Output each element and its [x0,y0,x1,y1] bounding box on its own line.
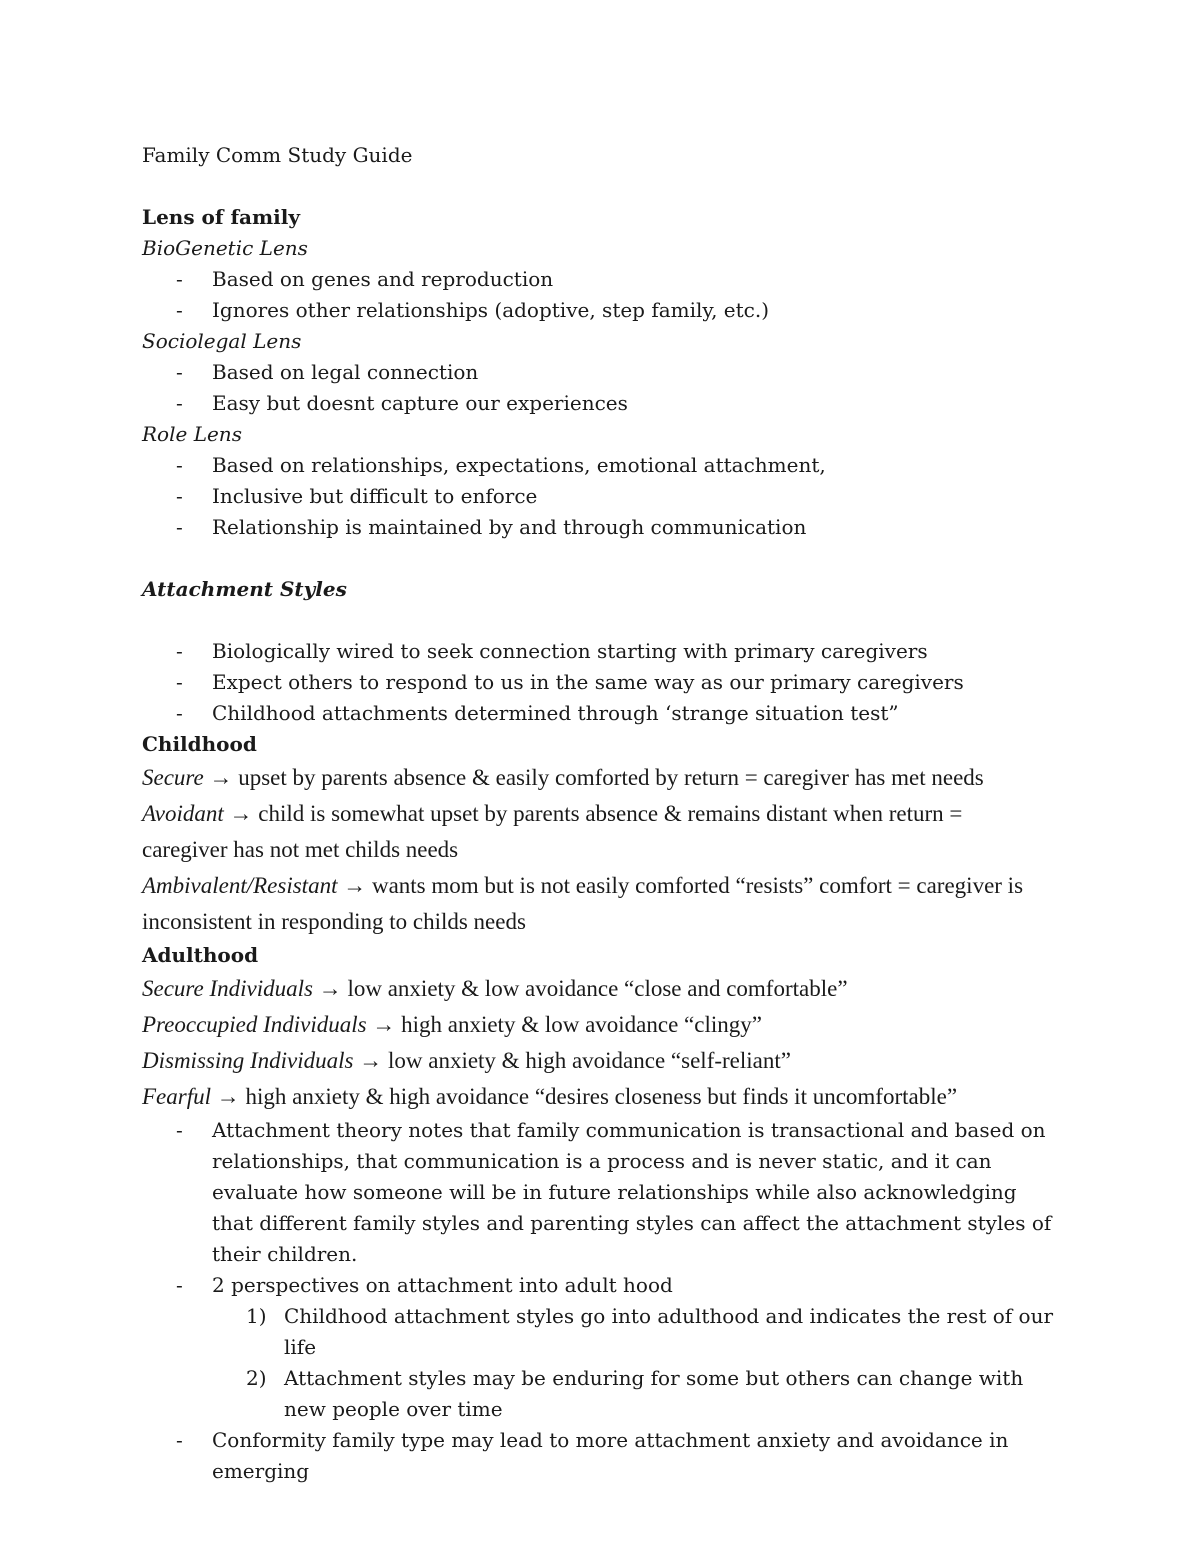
list-item: - Expect others to respond to us in the same way as our primary caregivers [142,667,1082,698]
list-item: - Inclusive but difficult to enforce [142,481,1082,512]
role-lens-label: Role Lens [142,422,242,446]
bullet-dash: - [176,1428,183,1452]
list-item: - Childhood attachments determined through ‘strange situation test” [142,698,1082,729]
childhood-entry-secure: Secure → upset by parents absence & easily comforted by return = caregiver has met needs [142,765,984,790]
adulthood-entry-preoccupied: Preoccupied Individuals → high anxiety & low avoidance “clingy” [142,1012,762,1037]
bullet-dash: - [176,639,183,663]
adulthood-entry-secure: Secure Individuals → low anxiety & low avoidance “close and comfortable” [142,976,848,1001]
bullet-dash: - [176,1118,183,1142]
bullet-dash: - [176,484,183,508]
bullet-dash: - [176,453,183,477]
bullet-dash: - [176,1273,183,1297]
biogenetic-lens-label: BioGenetic Lens [142,236,308,260]
list-item: - Based on genes and reproduction [142,264,1082,295]
list-item: - Relationship is maintained by and through communication [142,512,1082,543]
bullet-dash: - [176,515,183,539]
childhood-entry-avoidant: Avoidant → child is somewhat upset by parents absence & remains distant when return = caregiver has not met childs needs [142,801,963,862]
list-item: - Ignores other relationships (adoptive, step family, etc.) [142,295,1082,326]
bullet-dash: - [176,298,183,322]
document-title: Family Comm Study Guide [142,143,413,167]
adulthood-entry-fearful: Fearful → high anxiety & high avoidance “desires closeness but finds it uncomfortable” [142,1084,958,1109]
attachment-styles-heading: Attachment Styles [142,577,347,601]
bullet-dash: - [176,670,183,694]
list-item: - Conformity family type may lead to more attachment anxiety and avoidance in emerging [142,1425,1082,1487]
list-item: - Based on relationships, expectations, emotional attachment, [142,450,1082,481]
list-item: - Easy but doesnt capture our experiences [142,388,1082,419]
numbered-item: 1) Childhood attachment styles go into adulthood and indicates the rest of our life [246,1304,1054,1359]
childhood-entry-ambivalent: Ambivalent/Resistant → wants mom but is not easily comforted “resists” comfort = caregiver is inconsistent in responding to childs needs [142,873,1024,934]
bullet-dash: - [176,360,183,384]
sociolegal-lens-label: Sociolegal Lens [142,329,302,353]
adulthood-entry-dismissing: Dismissing Individuals → low anxiety & high avoidance “self-reliant” [142,1048,791,1073]
list-item: - Biologically wired to seek connection starting with primary caregivers [142,636,1082,667]
bullet-dash: - [176,701,183,725]
childhood-heading: Childhood [142,732,257,756]
bullet-dash: - [176,267,183,291]
list-item: - 2 perspectives on attachment into adult hood [142,1270,1082,1301]
document-page [142,140,1082,1487]
list-item: - Based on legal connection [142,357,1082,388]
list-item: - Attachment theory notes that family communication is transactional and based on relationships, that communication is a process and is never static, and it can evaluate how someone will be in future relationships while also acknowledging that different family styles and parenting styles can affect the attachment styles of their children. [142,1115,1062,1270]
lens-heading: Lens of family [142,205,300,229]
bullet-dash: - [176,391,183,415]
numbered-item: 2) Attachment styles may be enduring for some but others can change with new people over time [246,1366,1024,1421]
adulthood-heading: Adulthood [142,943,259,967]
